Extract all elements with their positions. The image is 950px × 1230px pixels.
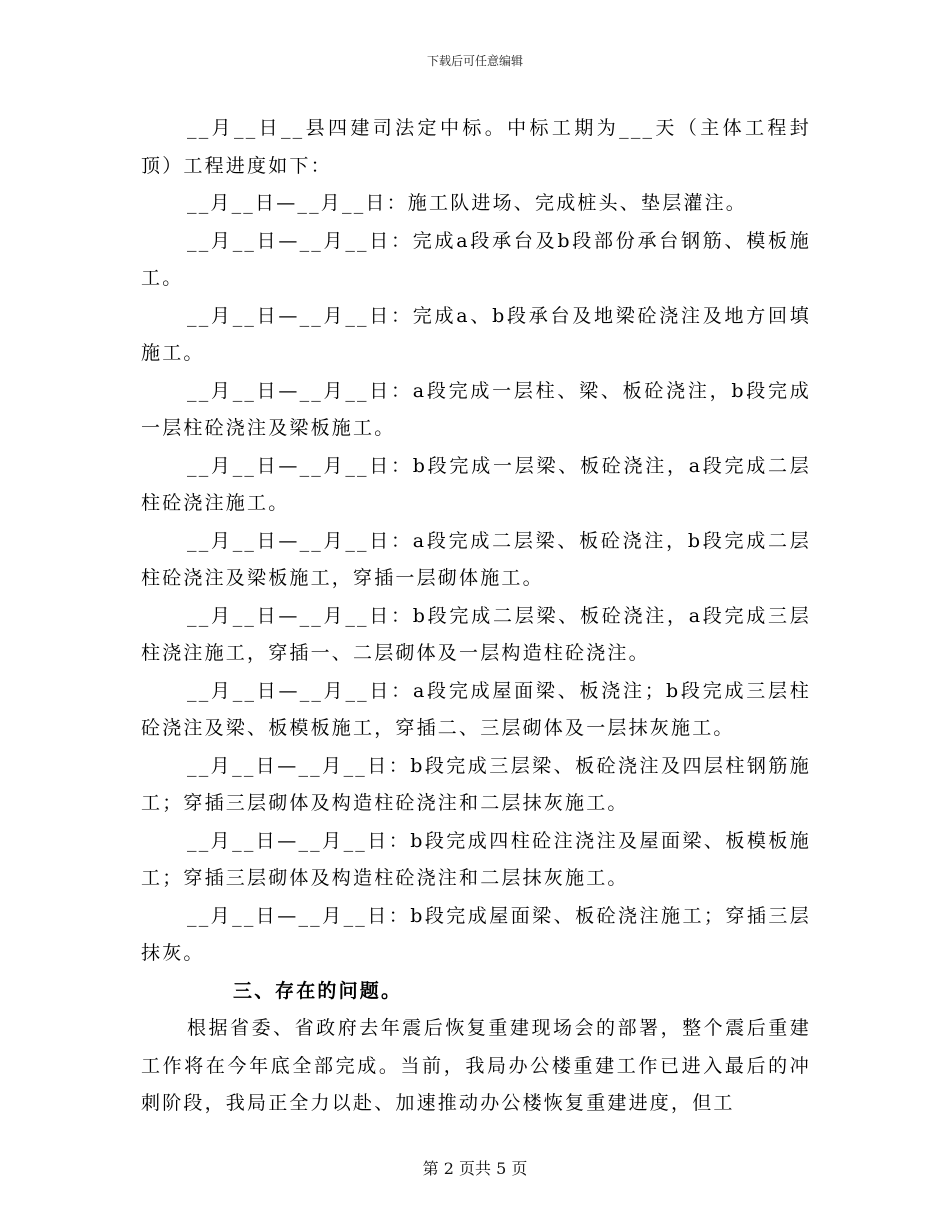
document-body xyxy=(141,110,811,1123)
paragraph: __月__日—__月__日：施工队进场、完成桩头、垫层灌注。 xyxy=(187,192,748,214)
paragraph: __月__日—__月__日：b段完成屋面梁、板砼浇注施工；穿插三层抹灰。 xyxy=(141,904,811,964)
section-number: 三、 xyxy=(233,979,276,1002)
page-footer: 第 2 页共 5 页 xyxy=(422,1159,528,1178)
paragraph: __月__日—__月__日：a段完成屋面梁、板浇注；b段完成三层柱砼浇注及梁、板模板施工，穿插二、三层砌体及一层抹灰施工。 xyxy=(141,679,811,739)
section-title: 存在的问题。 xyxy=(275,979,403,1002)
paragraph: __月__日—__月__日：b段完成四柱砼注浇注及屋面梁、板模板施工；穿插三层砌体及构造柱砼浇注和二层抹灰施工。 xyxy=(141,829,811,889)
paragraph: __月__日—__月__日：a段完成一层柱、梁、板砼浇注，b段完成一层柱砼浇注及梁板施工。 xyxy=(141,379,811,439)
paragraph: __月__日—__月__日：a段完成二层梁、板砼浇注，b段完成二层柱砼浇注及梁板施工，穿插一层砌体施工。 xyxy=(141,529,811,589)
paragraph: __月__日—__月__日：b段完成二层梁、板砼浇注，a段完成三层柱浇注施工，穿插一、二层砌体及一层构造柱砼浇注。 xyxy=(141,604,811,664)
paragraph: __月__日—__月__日：完成a段承台及b段部份承台钢筋、模板施工。 xyxy=(141,229,811,289)
paragraph: 根据省委、省政府去年震后恢复重建现场会的部署，整个震后重建工作将在今年底全部完成。当前，我局办公楼重建工作已进入最后的冲刺阶段，我局正全力以赴、加速推动办公楼恢复重建进度，但工 xyxy=(141,1017,811,1114)
paragraph: __月__日—__月__日：完成a、b段承台及地梁砼浇注及地方回填施工。 xyxy=(141,304,811,364)
paragraph: __月__日—__月__日：b段完成一层梁、板砼浇注，a段完成二层柱砼浇注施工。 xyxy=(141,454,811,514)
paragraph: __月__日__县四建司法定中标。中标工期为___天（主体工程封顶）工程进度如下： xyxy=(141,117,811,177)
section-heading xyxy=(141,973,811,1011)
paragraph: __月__日—__月__日：b段完成三层梁、板砼浇注及四层柱钢筋施工；穿插三层砌体及构造柱砼浇注和二层抹灰施工。 xyxy=(141,754,811,814)
page-header: 下载后可任意编辑 xyxy=(426,54,523,68)
